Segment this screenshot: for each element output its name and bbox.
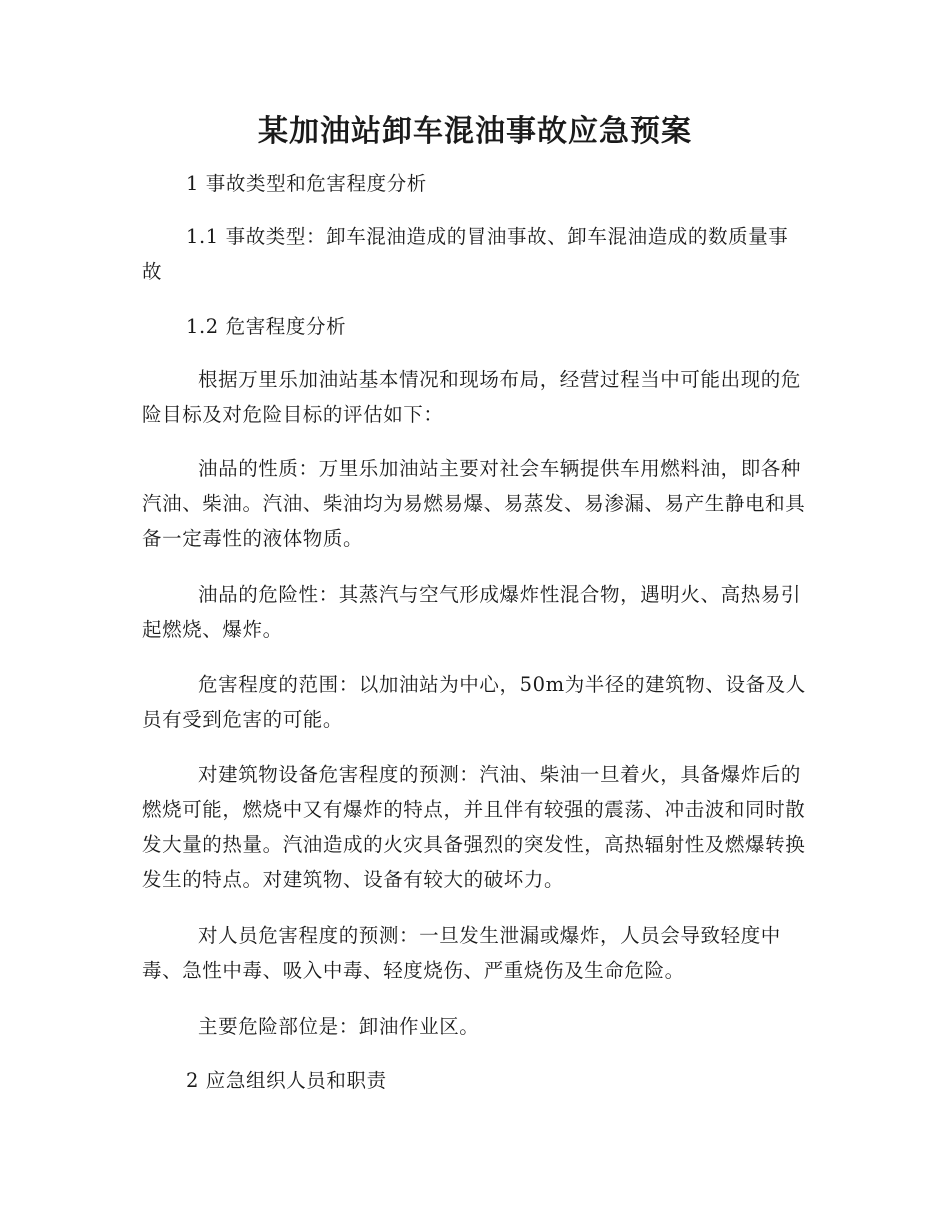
document-title: 某加油站卸车混油事故应急预案 bbox=[258, 114, 692, 149]
paragraph-oil-nature: 油品的性质：万里乐加油站主要对社会车辆提供车用燃料油，即各种汽油、柴油。汽油、柴油均为易燃易爆、易蒸发、易渗漏、易产生静电和具备一定毒性的液体物质。 bbox=[142, 457, 806, 550]
section-heading-1: 1 事故类型和危害程度分析 bbox=[186, 172, 427, 195]
paragraph-building-hazard: 对建筑物设备危害程度的预测：汽油、柴油一旦着火，具备爆炸后的燃烧可能，燃烧中又有爆炸的特点，并且伴有较强的震荡、冲击波和同时散发大量的热量。汽油造成的火灾具备强烈的突发性，高热辐射性及燃爆转换发生的特点。对建筑物、设备有较大的破坏力。 bbox=[142, 763, 806, 891]
paragraph-hazard-range: 危害程度的范围：以加油站为中心，50m为半径的建筑物、设备及人员有受到危害的可能。 bbox=[142, 673, 806, 731]
paragraph-intro: 根据万里乐加油站基本情况和现场布局，经营过程当中可能出现的危险目标及对危险目标的评估如下： bbox=[142, 368, 802, 426]
section-heading-2: 2 应急组织人员和职责 bbox=[186, 1069, 387, 1092]
paragraph-key-area: 主要危险部位是：卸油作业区。 bbox=[198, 1015, 480, 1038]
paragraph-personnel-hazard: 对人员危害程度的预测：一旦发生泄漏或爆炸，人员会导致轻度中毒、急性中毒、吸入中毒、轻度烧伤、严重烧伤及生命危险。 bbox=[142, 924, 781, 982]
paragraph-oil-danger: 油品的危险性：其蒸汽与空气形成爆炸性混合物，遇明火、高热易引起燃烧、爆炸。 bbox=[142, 583, 802, 641]
subsection-1-1: 1.1 事故类型：卸车混油造成的冒油事故、卸车混油造成的数质量事故 bbox=[142, 225, 789, 283]
subsection-heading-1-2: 1.2 危害程度分析 bbox=[186, 315, 347, 338]
